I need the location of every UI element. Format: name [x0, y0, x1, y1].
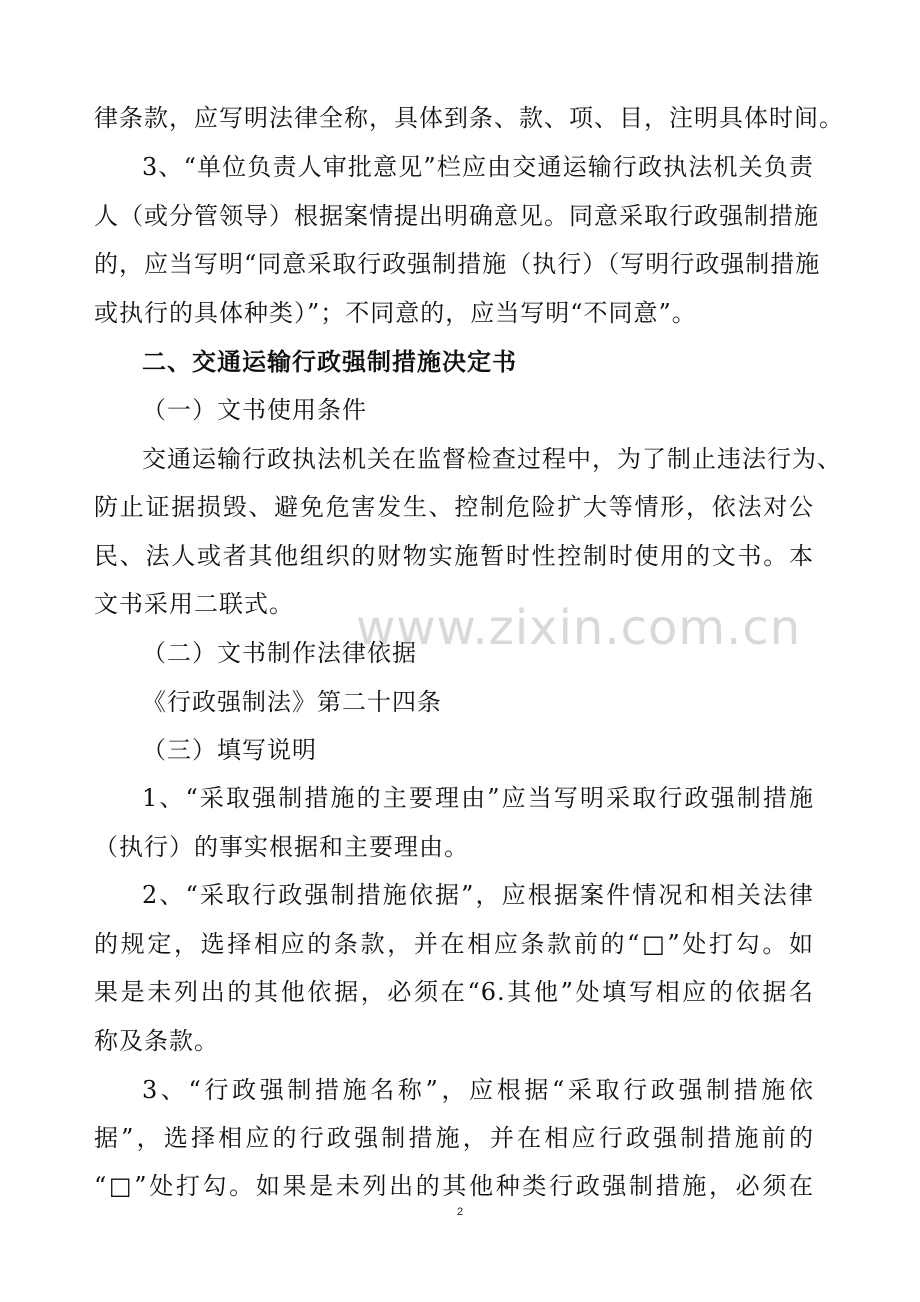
- paragraph-line: 防止证据损毁、避免危害发生、控制危险扩大等情形，依法对公: [94, 493, 814, 521]
- subsection-heading: （一）文书使用条件: [142, 396, 367, 424]
- subsection-heading: （二）文书制作法律依据: [142, 639, 417, 667]
- paragraph-line: 民、法人或者其他组织的财物实施暂时性控制时使用的文书。本: [94, 542, 814, 570]
- paragraph-line: “□”处打勾。如果是未列出的其他种类行政强制措施，必须在: [94, 1172, 814, 1200]
- paragraph-line: 的规定，选择相应的条款，并在相应条款前的“□”处打勾。如: [94, 930, 814, 958]
- page-number: 2: [456, 1206, 464, 1218]
- paragraph-line: 果是未列出的其他依据，必须在“6.其他”处填写相应的依据名: [94, 978, 814, 1006]
- watermark: www.zixin.com.cn: [356, 600, 802, 656]
- paragraph-line: 交通运输行政执法机关在监督检查过程中，为了制止违法行为、: [142, 445, 842, 473]
- paragraph-line: （执行）的事实根据和主要理由。: [94, 833, 469, 861]
- paragraph-line: 称及条款。: [94, 1027, 219, 1055]
- paragraph-line: 或执行的具体种类）”；不同意的，应当写明“不同意”。: [94, 299, 697, 327]
- paragraph-line: 的，应当写明“同意采取行政强制措施（执行）（写明行政强制措施: [94, 250, 821, 278]
- paragraph-line: 文书采用二联式。: [94, 590, 294, 618]
- paragraph-line: 1、“采取强制措施的主要理由”应当写明采取行政强制措施: [142, 784, 814, 812]
- paragraph-line: 律条款，应写明法律全称，具体到条、款、项、目，注明具体时间。: [94, 104, 844, 132]
- subsection-heading: （三）填写说明: [142, 736, 317, 764]
- paragraph-line: 2、“采取行政强制措施依据”，应根据案件情况和相关法律: [142, 881, 814, 909]
- section-heading: 二、交通运输行政强制措施决定书: [142, 347, 517, 376]
- paragraph-line: 《行政强制法》第二十四条: [142, 688, 442, 716]
- paragraph-line: 据”，选择相应的行政强制措施，并在相应行政强制措施前的: [94, 1124, 814, 1152]
- paragraph-line: 人（或分管领导）根据案情提出明确意见。同意采取行政强制措施: [94, 202, 819, 230]
- paragraph-line: 3、“行政强制措施名称”，应根据“采取行政强制措施依: [142, 1076, 814, 1104]
- paragraph-line: 3、“单位负责人审批意见”栏应由交通运输行政执法机关负责: [142, 153, 814, 181]
